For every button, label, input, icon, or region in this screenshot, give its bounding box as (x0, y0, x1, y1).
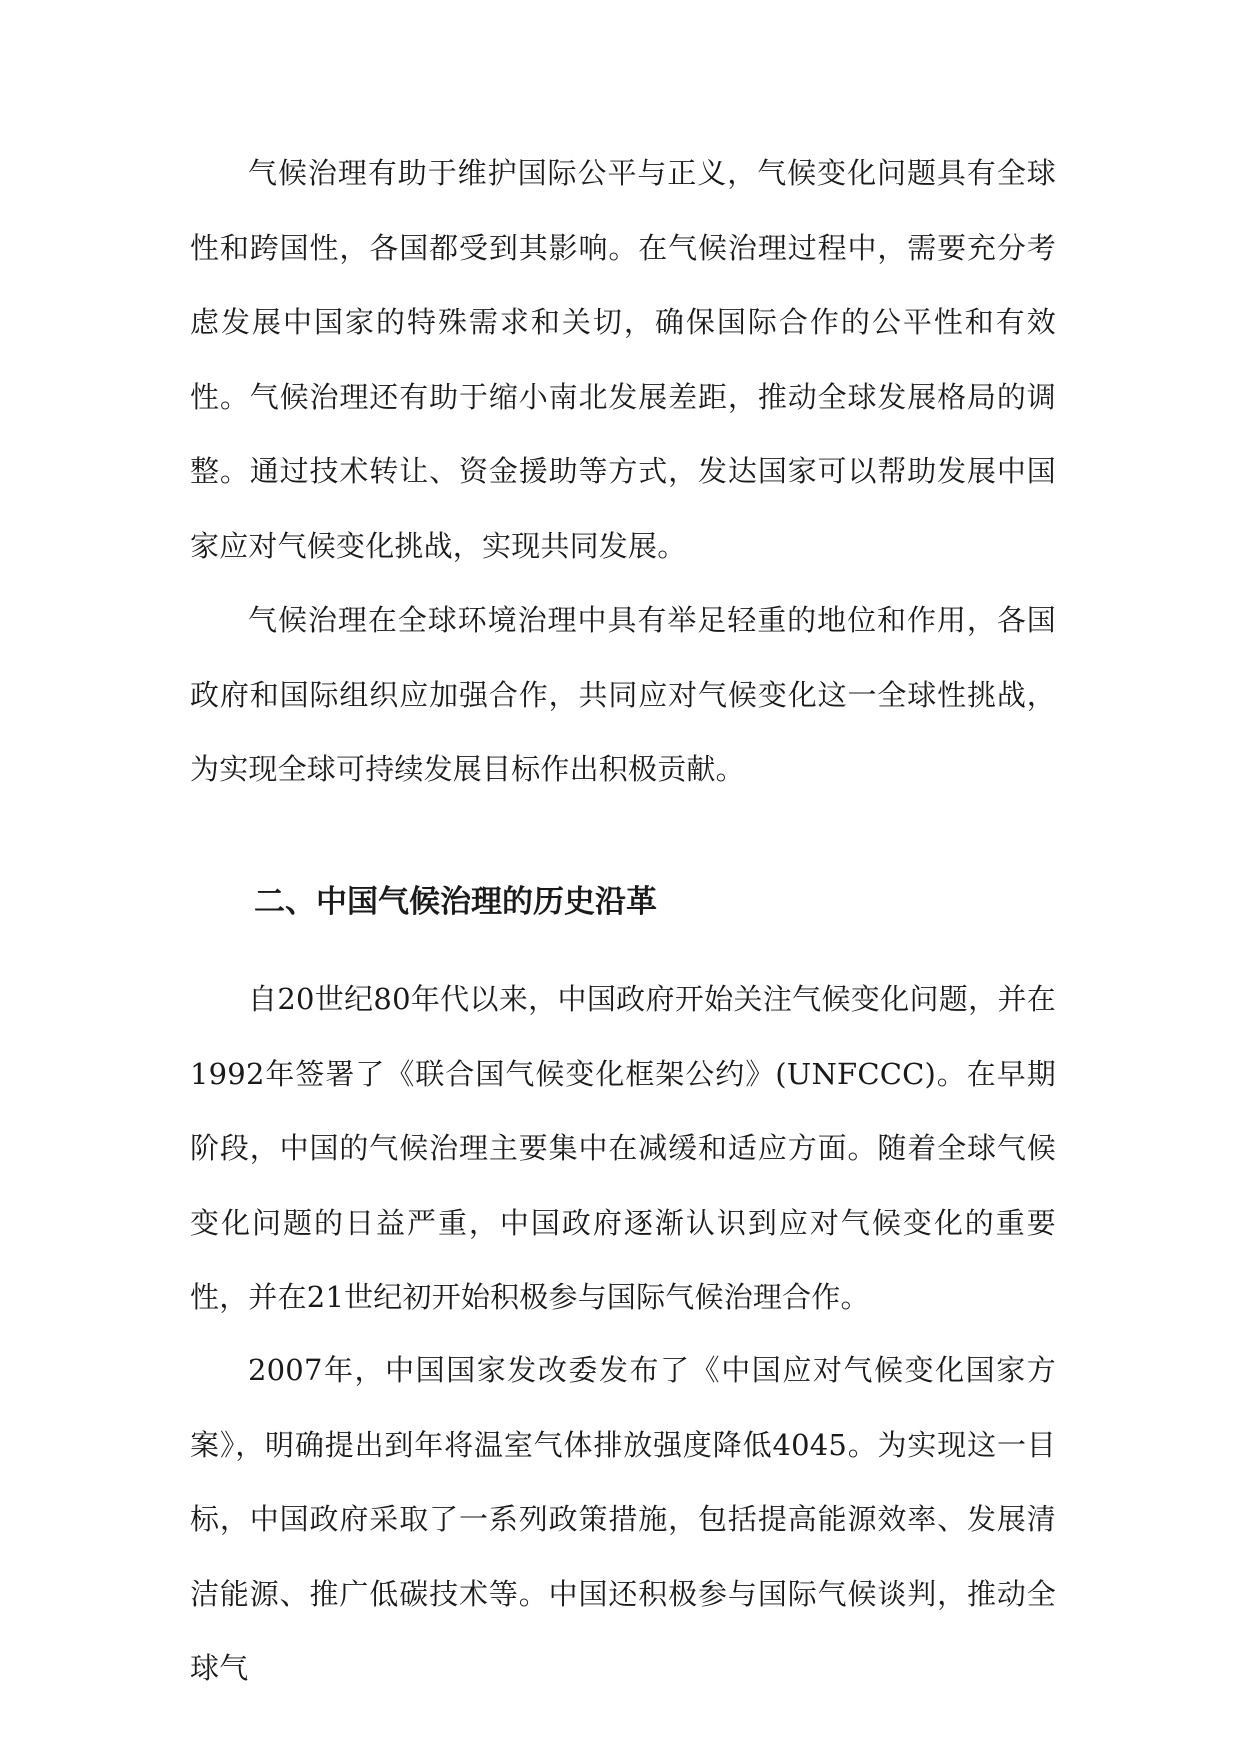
section-heading-history: 二、中国气候治理的历史沿革 (254, 884, 657, 920)
paragraph-climate-governance-fairness: 气候治理有助于维护国际公平与正义，气候变化问题具有全球性和跨国性，各国都受到其影响。在气候治理过程中，需要充分考虑发展中国家的特殊需求和关切，确保国际合作的公平性和有效性。气候治理还有助于缩小南北发展差距，推动全球发展格局的调整。通过技术转让、资金援助等方式，发达国家可以帮助发展中国家应对气候变化挑战，实现共同发展。 (190, 156, 1056, 563)
paragraph-2007-national-plan: 2007年，中国国家发改委发布了《中国应对气候变化国家方案》，明确提出到年将温室气体排放强度降低4045。为实现这一目标，中国政府采取了一系列政策措施，包括提高能源效率、发展清洁能源、推广低碳技术等。中国还积极参与国际气候谈判，推动全球气 (190, 1353, 1056, 1685)
paragraph-early-history: 自20世纪80年代以来，中国政府开始关注气候变化问题，并在1992年签署了《联合国气候变化框架公约》(UNFCCC)。在早期阶段，中国的气候治理主要集中在减缓和适应方面。随着全球气候变化问题的日益严重，中国政府逐渐认识到应对气候变化的重要性，并在21世纪初开始积极参与国际气候治理合作。 (190, 982, 1056, 1314)
paragraph-climate-governance-role: 气候治理在全球环境治理中具有举足轻重的地位和作用，各国政府和国际组织应加强合作，共同应对气候变化这一全球性挑战，为实现全球可持续发展目标作出积极贡献。 (190, 603, 1056, 786)
